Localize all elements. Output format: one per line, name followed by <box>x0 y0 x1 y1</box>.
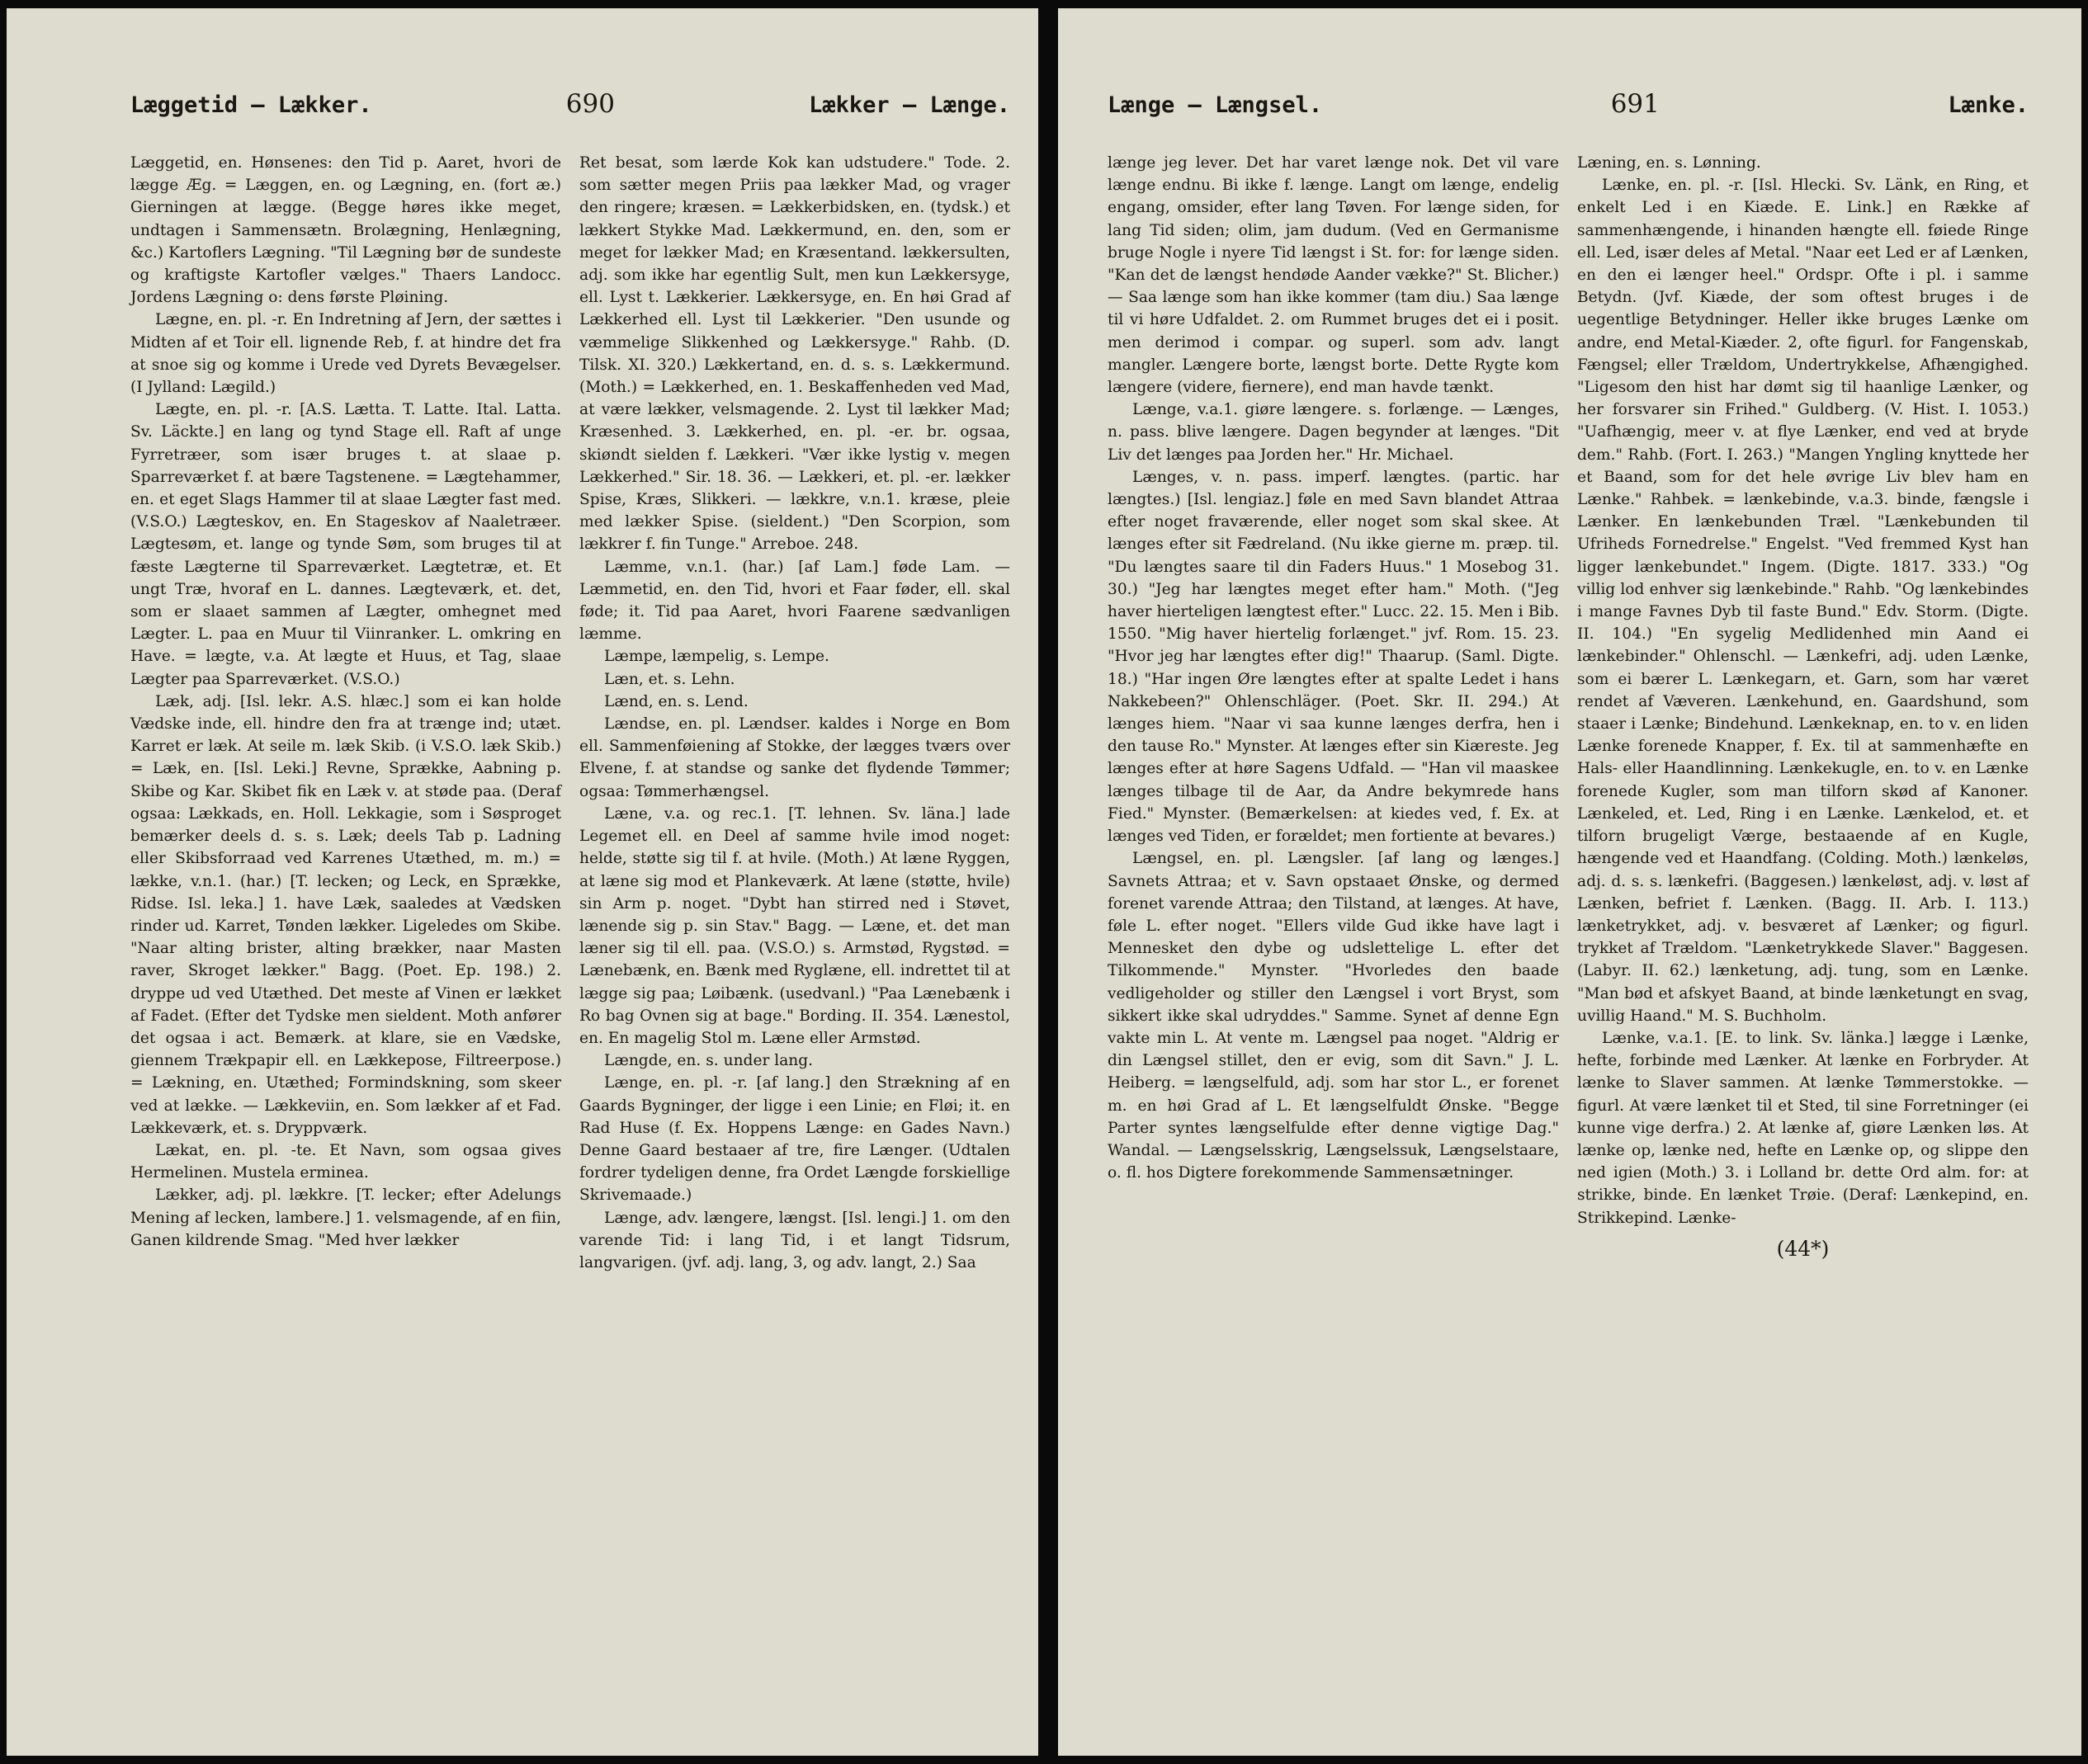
dictionary-entry: Lækat, en. pl. -te. Et Navn, som ogsaa gives Hermelinen. Mustela erminea. <box>130 1141 561 1182</box>
dictionary-column-1 <box>1108 152 1559 1260</box>
dictionary-entry: Længe, v.a.1. giøre længere. s. forlænge. — Længes, n. pass. blive længere. Dagen begynder at længes. "Dit Liv det længes paa Jorden her." Hr. Michael. <box>1108 401 1559 464</box>
dictionary-entry: Læning, en. s. Lønning. <box>1577 154 1761 172</box>
running-header-left-page <box>130 89 1010 134</box>
dictionary-entry: Læmme, v.n.1. (har.) [af Lam.] føde Lam. — Læmmetid, en. den Tid, hvori et Faar føder, ell. skal føde; it. Tid paa Aaret, hvori Faarene sædvanligen læmme. <box>579 558 1010 644</box>
dictionary-entry: Læk, adj. [Isl. lekr. A.S. hlæc.] som ei kan holde Vædske inde, ell. hindre den fra at trænge ind; utæt. Karret er læk. At seile m. læk Skib. (i V.S.O. læk Skib.) = Læk, en. [Isl. Leki.] Revne, Sprække, Aabning p. Skibe og Kar. Skibet fik en Læk v. at støde paa. (Deraf ogsaa: Lækkads, en. Holl. Lekkagie, som i Søsproget bemærker deels d. s. s. Læk; deels Tab p. Ladning eller Skibsforraad ved Karrenes Utæthed, m. m.) = lække, v.n.1. (har.) [T. lecken; og Leck, en Sprække, Ridse. Isl. leka.] 1. have Læk, saaledes at Vædsken rinder ud. Karret, Tønden lækker. Ligeledes om Skibe. "Naar alting brister, alting brækker, naar Masten raver, Skroget lækker." Bagg. (Poet. Ep. 198.) 2. dryppe ud ved Utæthed. Det meste af Vinen er lækket af Fadet. (Efter det Tydske men sieldent. Moth anfører det ogsaa i act. Bemærk. at klare, sie en Vædske, giennem Trækpapir ell. en Lækkepose, Filtreerpose.) = Lækning, en. Utæthed; Formindskning, som skeer ved at lække. — Lækkeviin, en. Som lækker af et Fad. Lækkeværk, et. s. Dryppværk. <box>130 692 561 1137</box>
dictionary-entry: Længes, v. n. pass. imperf. længtes. (partic. har længtes.) [Isl. lengiaz.] føle en med Savn blandet Attraa efter noget fraværende, eller noget som skal skee. At længes efter sit Fædreland. (Nu ikke gierne m. præp. til. "Du længtes saare til din Faders Huus." 1 Mosebog 31. 30.) "Jeg har længtes meget efter ham." Moth. ("Jeg haver hierteligen længtest efter." Lucc. 22. 15. Men i Bib. 1550. "Mig haver hiertelig forlænget." jvf. Rom. 15. 23. "Hvor jeg har længtes efter dig!" Thaarup. (Saml. Digte. 18.) "Har ingen Øre længtes efter at spalte Ledet i hans Nakkebeen?" Ohlenschläger. (Poet. Skr. II. 294.) At længes hiem. "Naar vi saa kunne længes derfra, hen i den tause Ro." Mynster. At længes efter sin Kiæreste. Jeg længes efter at høre Sagens Udfald. — "Han vil maaskee længes tilbage til de Aar, da Andre bekymrede hans Fied." Mynster. (Bemærkelsen: at kiedes ved, f. Ex. at længes ved Tiden, er forældet; men fortiente at bevares.) <box>1108 468 1559 846</box>
dictionary-entry: Længe, adv. længere, længst. [Isl. lengi.] 1. om den varende Tid: i lang Tid, i et langt Tidsrum, langvarigen. (jvf. adj. lang, 3, og adv. langt, 2.) Saa <box>579 1209 1010 1271</box>
dictionary-column-1 <box>130 152 561 1274</box>
dictionary-entry: Ret besat, som lærde Kok kan udstudere." Tode. 2. som sætter megen Priis paa lækker Mad, og vrager den ringere; kræsen. = Lækkerbidsken, en. (tydsk.) et lækkert Stykke Mad. Lækkermund, en. den, som er meget for lækker Mad; en Kræsentand. lækkersulten, adj. som ikke har egentlig Sult, men kun Lækkersyge, ell. Lyst t. Lækkerier. Lækkersyge, en. En høi Grad af Lækkerhed ell. Lyst til Lækkerier. "Den usunde og væmmelige Slikkenhed og Lækkersyge." Rahb. (D. Tilsk. XI. 320.) Lækkertand, en. d. s. s. Lækkermund. (Moth.) = Lækkerhed, en. 1. Beskaffenheden ved Mad, at være lækker, velsmagende. 2. Lyst til lækker Mad; Kræsenhed. 3. Lækkerhed, en. pl. -er. br. ogsaa, skiøndt sielden f. Lækkeri. "Vær ikke lystig v. megen Lækkerhed." Sir. 18. 36. — Lækkeri, et. pl. -er. lækker Spise, Kræs, Slikkeri. — lækkre, v.n.1. kræse, pleie med lækker Spise. (sieldent.) "Den Scorpion, som lækkrer f. fin Tunge." Arreboe. 248. <box>579 154 1010 554</box>
dictionary-entry: Lænke, v.a.1. [E. to link. Sv. länka.] lægge i Lænke, hefte, forbinde med Lænker. At lænke en Forbryder. At lænke to Slaver sammen. At lænke Tømmerstokke. — figurl. At være lænket til et Sted, til sine Forretninger (ei kunne vige derfra.) 2. At lænke af, giøre Lænken løs. At lænke op, lænke ned, hefte en Lænke op, og slippe den ned igien (Moth.) 3. i Lolland br. dette Ord alm. for: at strikke, binde. En lænket Trøie. (Deraf: Lænkepind, en. Strikkepind. Lænke- <box>1577 1029 2029 1227</box>
dictionary-entry: Læggetid, en. Hønsenes: den Tid p. Aaret, hvori de lægge Æg. = Læggen, en. og Lægning, en. (fort æ.) Gierningen at lægge. (Begge høres ikke meget, undtagen i Sammensætn. Brolægning, Henlægning, &c.) Kartoflers Lægning. "Til Lægning bør de sundeste og kraftigste Kartofler vælges." Thaers Landocc. Jordens Lægning o: dens første Pløining. <box>130 154 561 307</box>
dictionary-entry: Læne, v.a. og rec.1. [T. lehnen. Sv. läna.] lade Legemet ell. en Deel af samme hvile imod noget: helde, støtte sig til f. at hvile. (Moth.) At læne Ryggen, at læne sig mod et Plankeværk. At læne (støtte, hvile) sin Arm p. noget. "Dybt han stirred ned i Støvet, lænende sig p. sin Stav." Bagg. — Læne, et. det man læner sig til ell. paa. (V.S.O.) s. Armstød, Rygstød. = Lænebænk, en. Bænk med Ryglæne, ell. indrettet til at lægge sig paa; Løibænk. (usedvanl.) "Paa Lænebænk i Ro bag Ovnen sig at bage." Bording. II. 354. Lænestol, en. En magelig Stol m. Læne eller Armstød. <box>579 804 1010 1047</box>
dictionary-column-2 <box>579 152 1010 1274</box>
dictionary-entry: Lænd, en. s. Lend. <box>604 692 749 710</box>
page-number: 691 <box>1610 89 1660 119</box>
dictionary-entry: Lægte, en. pl. -r. [A.S. Lætta. T. Latte. Ital. Latta. Sv. Läckte.] en lang og tynd Stage ell. Raft af unge Fyrretræer, som især bruges t. at slaae p. Sparreværket f. at bære Tagstenene. = Lægtehammer, en. et eget Slags Hammer til at slaae Lægter fast med. (V.S.O.) Lægteskov, en. En Stageskov af Naaletræer. Lægtesøm, et. lange og tynde Søm, som bruges til at fæste Lægterne til Sparreværket. Lægtetræ, et. Et ungt Træ, hvoraf en L. dannes. Lægteværk, et. det, som er slaaet sammen af Lægter, omhegnet med Lægter. L. paa en Muur til Viinranker. L. omkring en Have. = lægte, v.a. At lægte et Huus, et Tag, slaae Lægter paa Sparreværket. (V.S.O.) <box>130 401 561 688</box>
dictionary-entry: Læmpe, læmpelig, s. Lempe. <box>604 648 829 666</box>
dictionary-entry: Læn, et. s. Lehn. <box>604 670 735 688</box>
header-left-guide: Læggetid — Lækker. <box>130 92 372 118</box>
dictionary-entry: Længe, en. pl. -r. [af lang.] den Strækning af en Gaards Bygninger, der ligge i een Linie; en Fløi; it. en Rad Huse (f. Ex. Hoppens Længe: en Gades Navn.) Denne Gaard bestaaer af tre, fire Længer. (Udtalen fordrer tydeligen denne, fra Ordet Længde forskiellige Skrivemaade.) <box>579 1074 1010 1205</box>
dictionary-entry: længe jeg lever. Det har varet længe nok. Det vil vare længe endnu. Bi ikke f. længe. Langt om længe, endelig engang, omsider, efter lang Tøven. For længe siden, for lang Tid siden; olim, jam dudum. (Ved en Germanisme bruge Nogle i nyere Tid længst i St. for: for længe siden. "Kan det de længst hendøde Aander vække?" St. Blicher.) — Saa længe som han ikke kommer (tam diu.) Saa længe til vi høre Udfaldet. 2. om Rummet bruges det ei i posit. men derimod i compar. og superl. som adv. langt mangler. Længere borte, længst borte. Dette Rygte kom længere (videre, fiernere), end man havde tænkt. <box>1108 154 1559 397</box>
header-right-guide: Lænke. <box>1948 92 2029 118</box>
signature-mark: (44*) <box>1776 1236 1830 1261</box>
dictionary-entry: Lægne, en. pl. -r. En Indretning af Jern, der sættes i Midten af et Toir ell. lignende Reb, f. at hindre det fra at snoe sig og komme i Urede ved Dyrets Bevægelser. (I Jylland: Lægild.) <box>130 311 561 397</box>
page-number: 690 <box>565 89 615 119</box>
left-page <box>7 8 1038 1756</box>
dictionary-entry: Længsel, en. pl. Længsler. [af lang og længes.] Savnets Attraa; et v. Savn opstaaet Ønske, og dermed forenet varende Attraa; den Tilstand, at længes. At have, føle L. efter noget. "Ellers vilde Gud ikke have lagt i Mennesket den dybe og udslettelige L. efter det Tilkommende." Mynster. "Hvorledes den baade vedligeholder og stiller den Længsel i vort Bryst, som sikkert ikke skal udryddes." Samme. Synet af denne Egn vakte min L. At vente m. Længsel paa noget. "Aldrig er din Længsel stillet, den er evig, som dit Savn." J. L. Heiberg. = længselfuld, adj. som har stor L., er forenet m. en høi Grad af L. Et længselfuldt Ønske. "Begge Parter syntes længselfulde efter denne vigtige Dag." Wandal. — Længselsskrig, Længselssuk, Længselstaare, o. fl. hos Digtere forekommende Sammensætninger. <box>1108 850 1559 1182</box>
dictionary-column-2 <box>1577 152 2029 1260</box>
dictionary-entry: Lænke, en. pl. -r. [Isl. Hlecki. Sv. Länk, en Ring, et enkelt Led i en Kiæde. E. Link.] en Række af sammenhængende, i hinanden hængte ell. føiede Ringe ell. Led, især deles af Metal. "Naar eet Led er af Lænken, en den ei længer heel." Ordspr. Ofte i pl. i samme Betydn. (Jvf. Kiæde, der som oftest bruges i de uegentlige Betydninger. Heller ikke bruges Lænke om andre, end Metal-Kiæder. 2, ofte figurl. for Fangenskab, Fængsel; eller Trældom, Undertrykkelse, Afhængighed. "Ligesom den hist har dømt sig til haanlige Lænker, og her forsvarer sin Frihed." Guldberg. (V. Hist. I. 1053.) "Uafhængig, meer v. at flye Lænker, end ved at bryde dem." Rahb. (Fort. I. 263.) "Mangen Yngling knyttede her et Baand, som for det hele øvrige Liv blev ham en Lænke." Rahbek. = lænkebinde, v.a.3. binde, fængsle i Lænker. En lænkebunden Træl. "Lænkebunden til Ufriheds Fornedrelse." Engelst. "Ved fremmed Kyst han ligger lænkebundet." Ingem. (Digte. 1817. 333.) "Og villig lod enhver sig lænkebinde." Rahb. "Og lænkebindes i mange Favnes Dyb til faste Bund." Edv. Storm. (Digte. II. 104.) "En sygelig Medlidenhed min Aand ei lænkebinder." Ohlenschl. — Lænkefri, adj. uden Lænke, som ei bærer L. Lænkegarn, et. Garn, som har været rendet af Væveren. Lænkehund, en. Gaardshund, som staaer i Lænke; Bindehund. Lænkeknap, en. to v. en liden Lænke forenede Knapper, f. Ex. til at sammenhæfte en Hals- eller Haandlinning. Lænkekugle, en. to v. en Lænke forenede Kugler, som man tilforn skød af Kanoner. Lænkeled, et. Led, Ring i en Lænke. Lænkelod, et. et tilforn brugeligt Værge, bestaaende af en Kugle, hængende ved et Haandfang. (Colding. Moth.) lænkeløs, adj. d. s. s. lænkefri. (Baggesen.) lænkeløst, adj. v. løst af Lænken, befriet f. Lænken. (Bagg. II. Arb. I. 113.) lænketrykket, adj. v. besværet af Lænker; og figurl. trykket af Trældom. "Lænketrykkede Slaver." Baggesen. (Labyr. II. 62.) lænketung, adj. tung, som en Lænke. "Man bød et afskyet Baand, at binde lænketungt en svag, uvillig Haand." M. S. Buchholm. <box>1577 177 2029 1025</box>
header-right-guide: Lækker — Længe. <box>809 92 1010 118</box>
dictionary-entry: Lækker, adj. pl. lækkre. [T. lecker; efter Adelungs Mening af lecken, lambere.] 1. velsmagende, af en fiin, Ganen kildrende Smag. "Med hver lækker <box>130 1186 561 1249</box>
dictionary-entry: Lændse, en. pl. Lændser. kaldes i Norge en Bom ell. Sammenføiening af Stokke, der lægges tværs over Elvene, f. at standse og sanke det flydende Tømmer; ogsaa: Tømmerhængsel. <box>579 715 1010 800</box>
right-page <box>1058 8 2081 1756</box>
header-left-guide: Længe — Længsel. <box>1108 92 1323 118</box>
running-header-right-page <box>1108 89 2029 134</box>
dictionary-entry: Længde, en. s. under lang. <box>604 1052 814 1070</box>
